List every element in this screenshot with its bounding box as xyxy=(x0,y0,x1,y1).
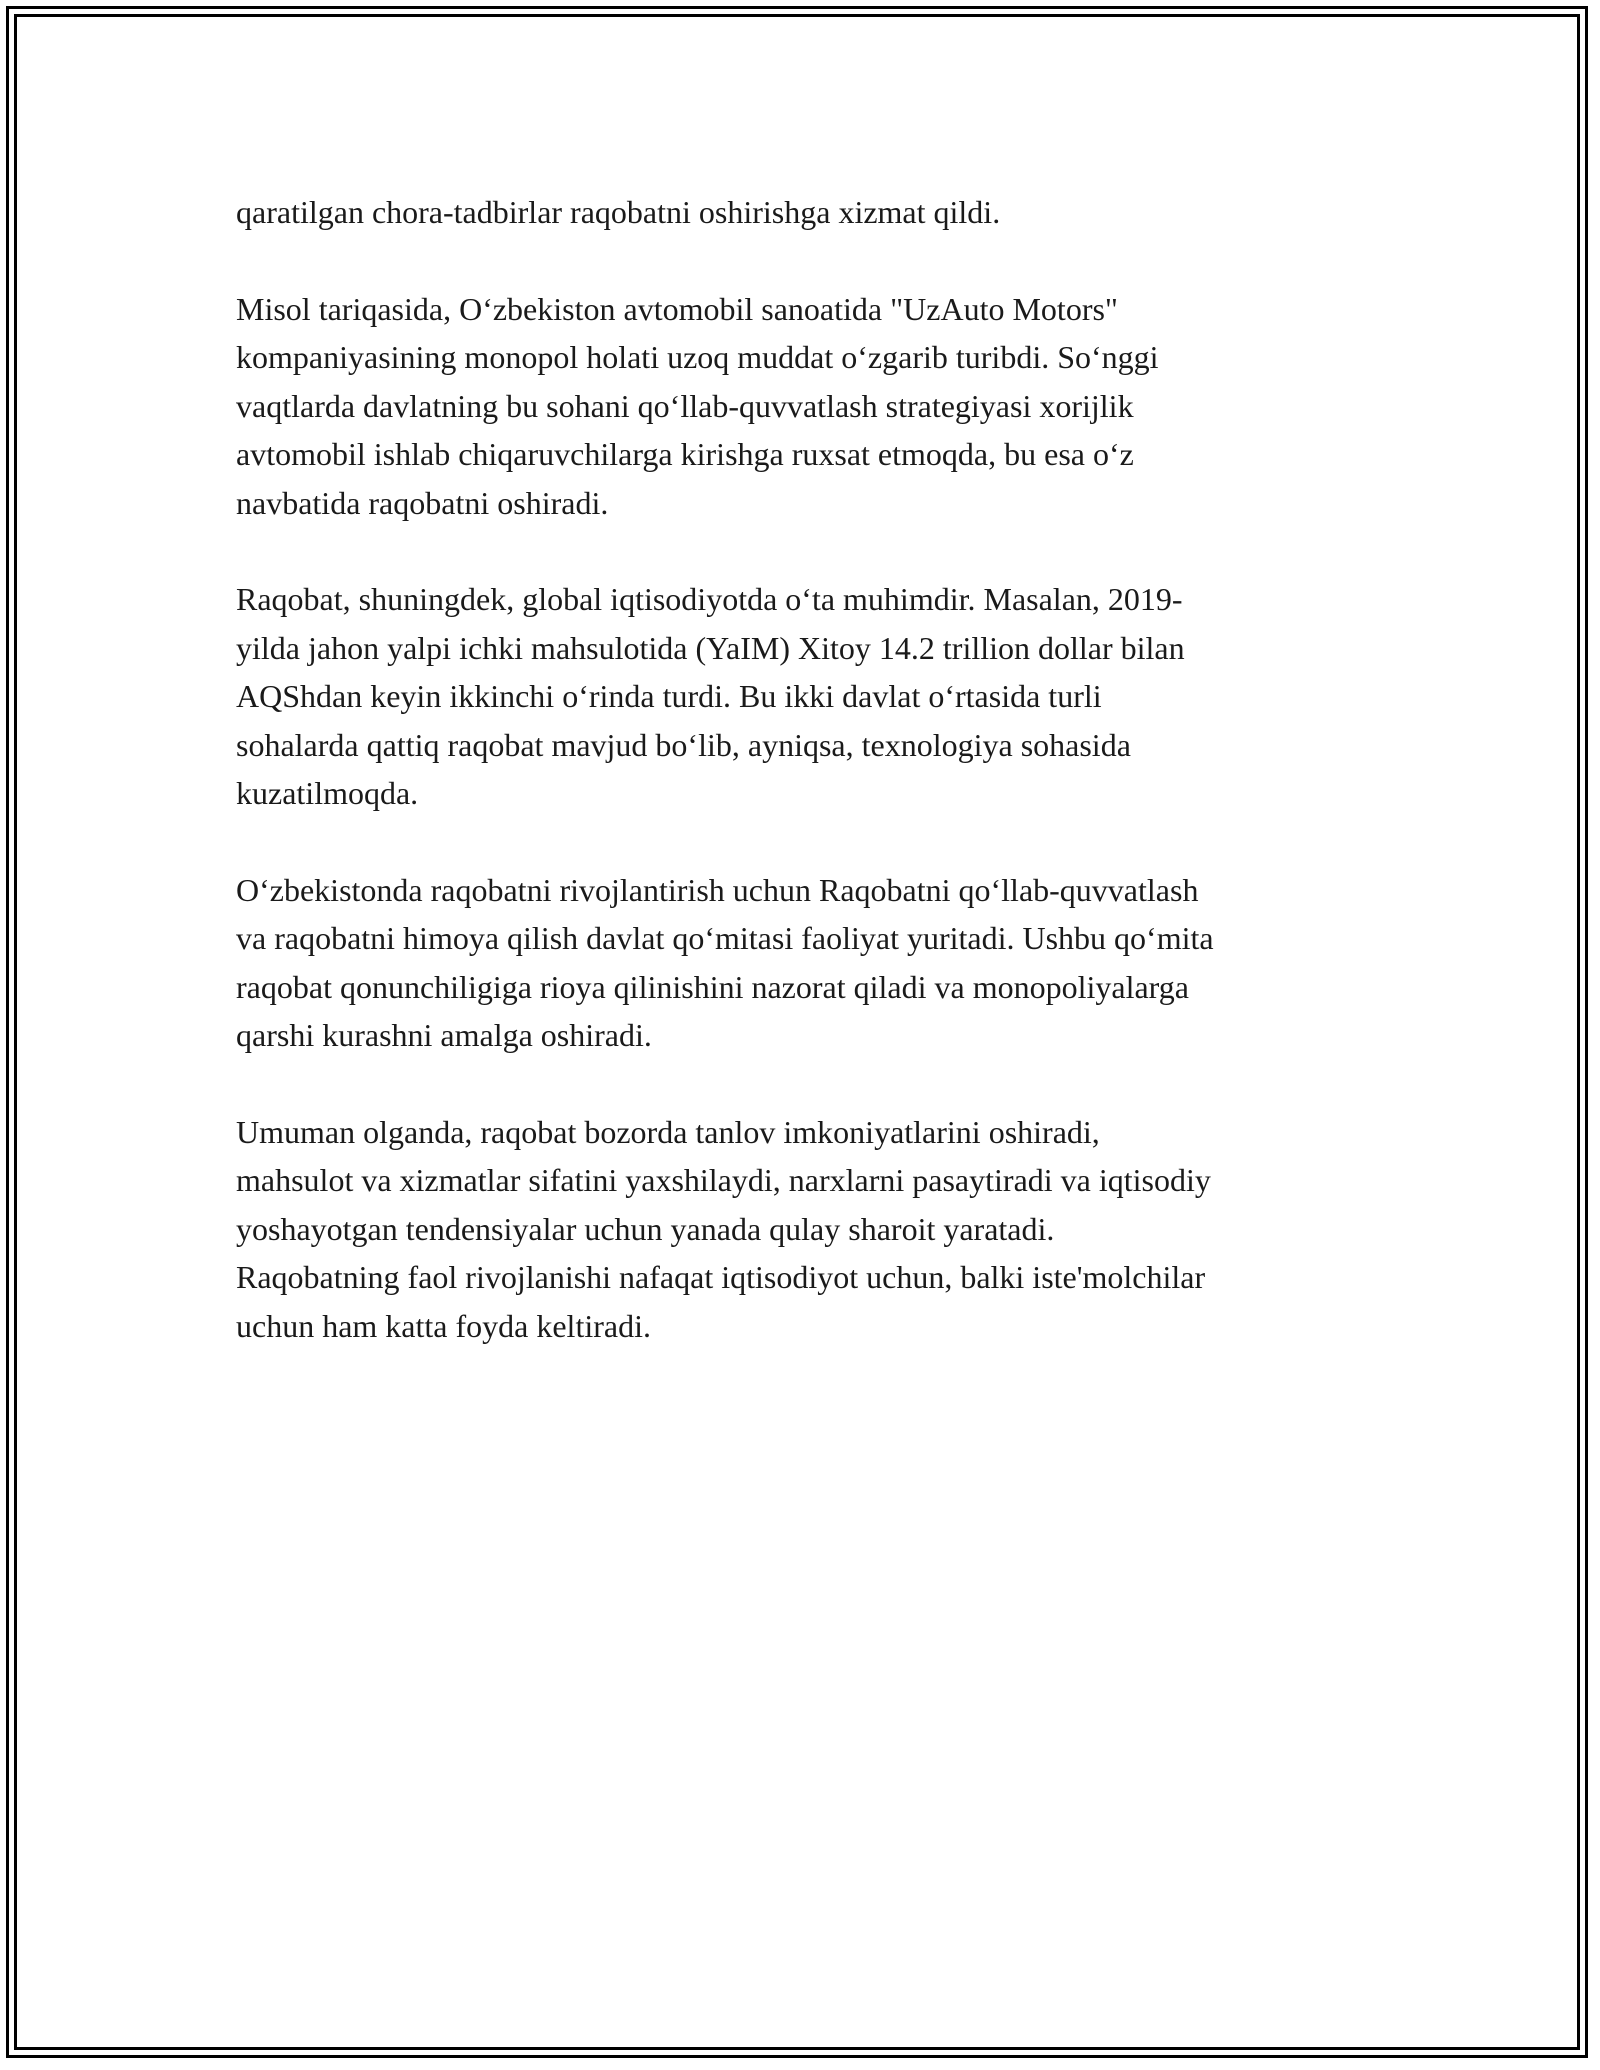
paragraph-3: Raqobat, shuningdek, global iqtisodiyotda o‘ta muhimdir. Masalan, 2019- yilda jahon yalpi ichki mahsulotida (YaIM) Xitoy 14.2 trillion dollar bilan AQShdan keyin ikkinchi o‘rinda turdi. Bu ikki davlat o‘rtasida turli sohalarda qattiq raqobat mavjud bo‘lib, ayniqsa, texnologiya sohasida kuzatilmoqda. xyxy=(236,581,1185,811)
paragraph-4: O‘zbekistonda raqobatni rivojlantirish uchun Raqobatni qo‘llab-quvvatlash va raqobatni himoya qilish davlat qo‘mitasi faoliyat yuritadi. Ushbu qo‘mita raqobat qonunchiligiga rioya qilinishini nazorat qiladi va monopoliyalarga qarshi kurashni amalga oshiradi. xyxy=(236,871,1214,1053)
paragraph-5: Umuman olganda, raqobat bozorda tanlov imkoniyatlarini oshiradi, mahsulot va xizmatlar sifatini yaxshilaydi, narxlarni pasaytiradi va iqtisodiy yoshayotgan tendensiyalar uchun yanada qulay sharoit yaratadi. Raqobatning faol rivojlanishi nafaqat iqtisodiyot uchun, balki iste'molchilar uchun ham katta foyda keltiradi. xyxy=(236,1113,1211,1344)
paragraph-1: qaratilgan chora-tadbirlar raqobatni oshirishga xizmat qildi. xyxy=(236,194,1001,230)
document-body xyxy=(236,188,1366,1398)
paragraph-2: Misol tariqasida, O‘zbekiston avtomobil sanoatida "UzAuto Motors" kompaniyasining monopol holati uzoq muddat o‘zgarib turibdi. So‘nggi vaqtlarda davlatning bu sohani qo‘llab-quvvatlash strategiyasi xorijlik avtomobil ishlab chiqaruvchilarga kirishga ruxsat etmoqda, bu esa o‘z navbatida raqobatni oshiradi. xyxy=(236,290,1159,521)
